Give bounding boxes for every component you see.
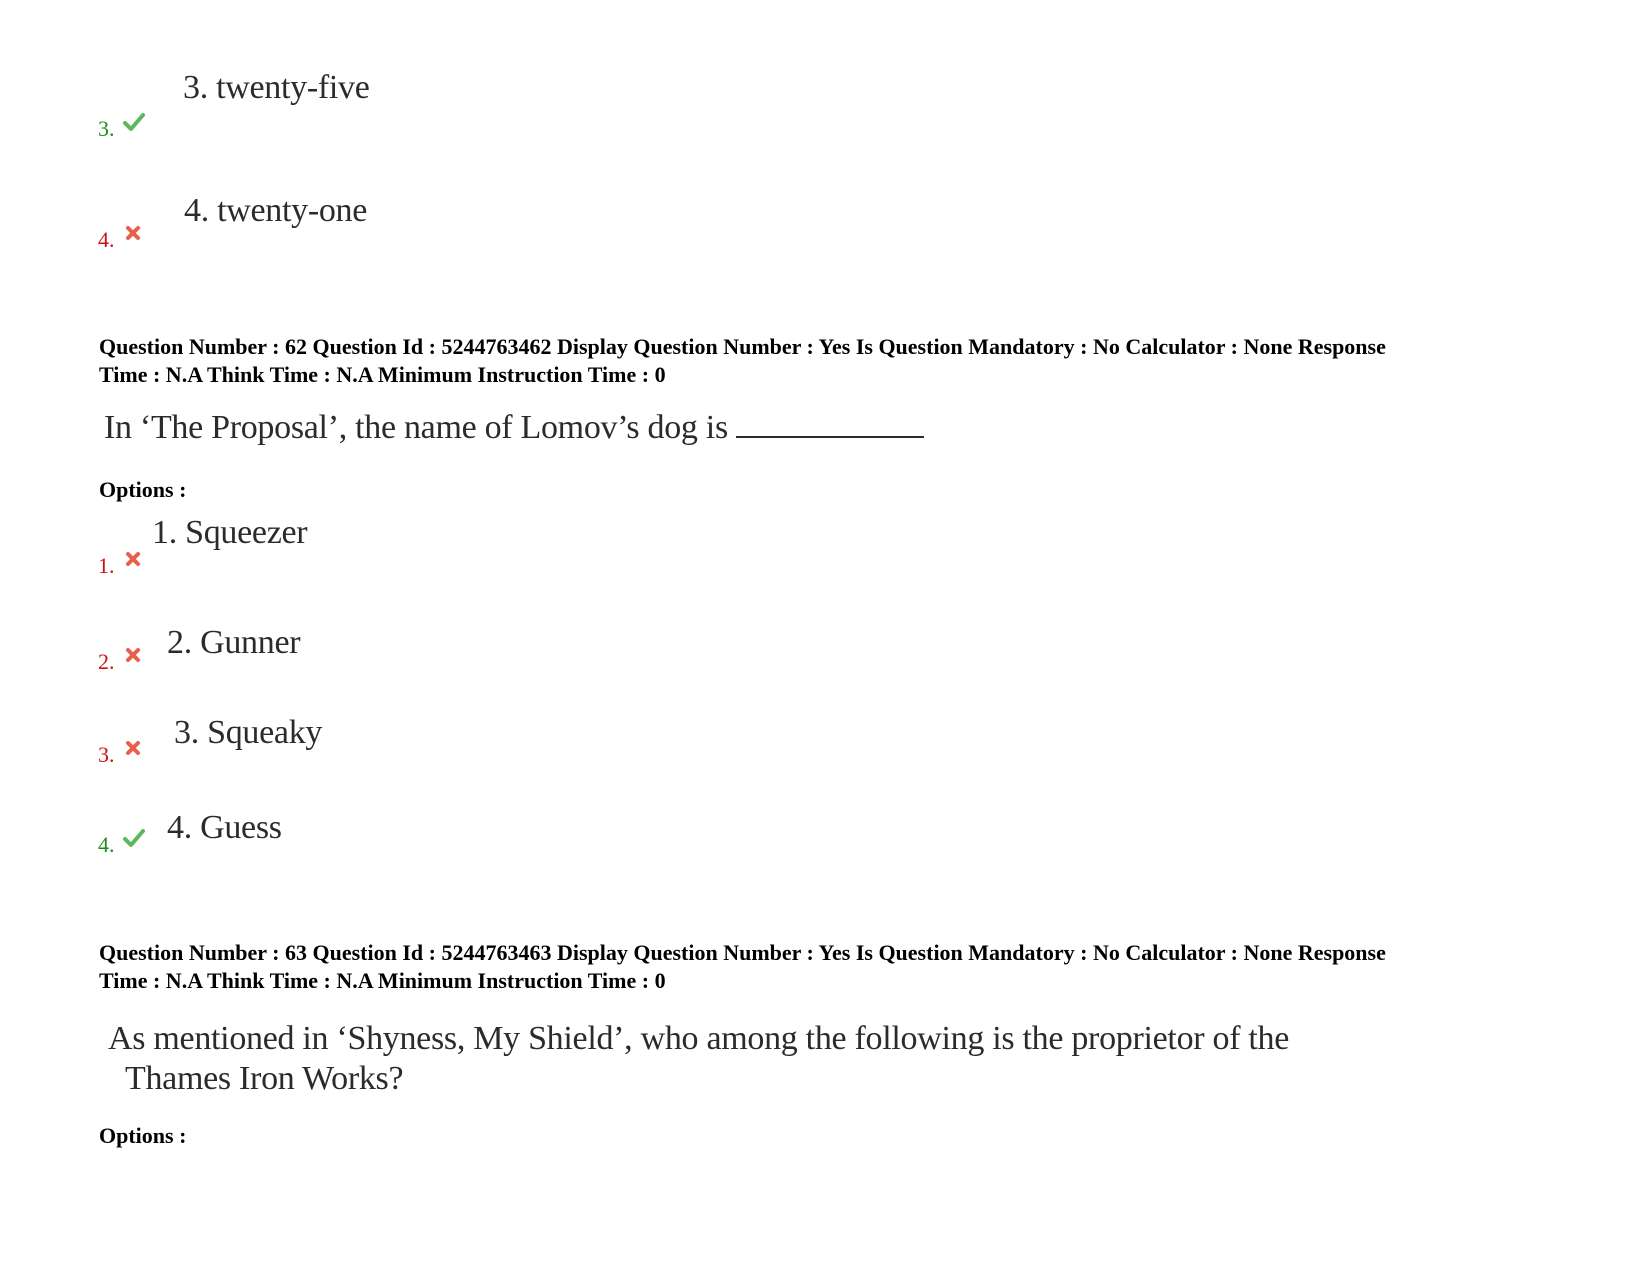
question-text-content: In ‘The Proposal’, the name of Lomov’s dog is bbox=[104, 409, 728, 446]
question-text-line-1: As mentioned in ‘Shyness, My Shield’, who among the following is the proprietor of the bbox=[108, 1020, 1290, 1057]
option-text: 3. Squeaky bbox=[174, 714, 323, 751]
option-number: 4. bbox=[98, 832, 115, 857]
option-number: 1. bbox=[98, 553, 115, 578]
option-number: 2. bbox=[98, 649, 115, 674]
question-text bbox=[104, 406, 924, 448]
cross-icon bbox=[124, 739, 142, 757]
question-meta bbox=[99, 333, 1579, 389]
option-text: 4. Guess bbox=[167, 809, 282, 846]
question-meta-line-1: Question Number : 63 Question Id : 5244763463 Display Question Number : Yes Is Question Mandatory : No Calculator : None Response bbox=[99, 940, 1386, 965]
question-meta-line-2: Time : N.A Think Time : N.A Minimum Instruction Time : 0 bbox=[99, 362, 666, 387]
options-label: Options : bbox=[99, 1123, 187, 1148]
option-number: 3. bbox=[98, 742, 115, 767]
check-icon bbox=[122, 110, 146, 134]
option-text: 4. twenty-one bbox=[184, 192, 368, 229]
option-text: 1. Squeezer bbox=[152, 514, 308, 551]
option-text: 2. Gunner bbox=[167, 624, 301, 661]
option-number: 4. bbox=[98, 227, 115, 252]
cross-icon bbox=[124, 646, 142, 664]
options-label: Options : bbox=[99, 477, 187, 502]
cross-icon bbox=[124, 550, 142, 568]
question-text-line-2: Thames Iron Works? bbox=[125, 1060, 404, 1097]
option-text: 3. twenty-five bbox=[183, 69, 370, 106]
check-icon bbox=[122, 826, 146, 850]
cross-icon bbox=[124, 224, 142, 242]
question-meta-line-1: Question Number : 62 Question Id : 5244763462 Display Question Number : Yes Is Question Mandatory : No Calculator : None Response bbox=[99, 334, 1386, 359]
question-meta bbox=[99, 939, 1579, 995]
answer-blank bbox=[736, 406, 924, 438]
question-meta-line-2: Time : N.A Think Time : N.A Minimum Instruction Time : 0 bbox=[99, 968, 666, 993]
option-number: 3. bbox=[98, 116, 115, 141]
